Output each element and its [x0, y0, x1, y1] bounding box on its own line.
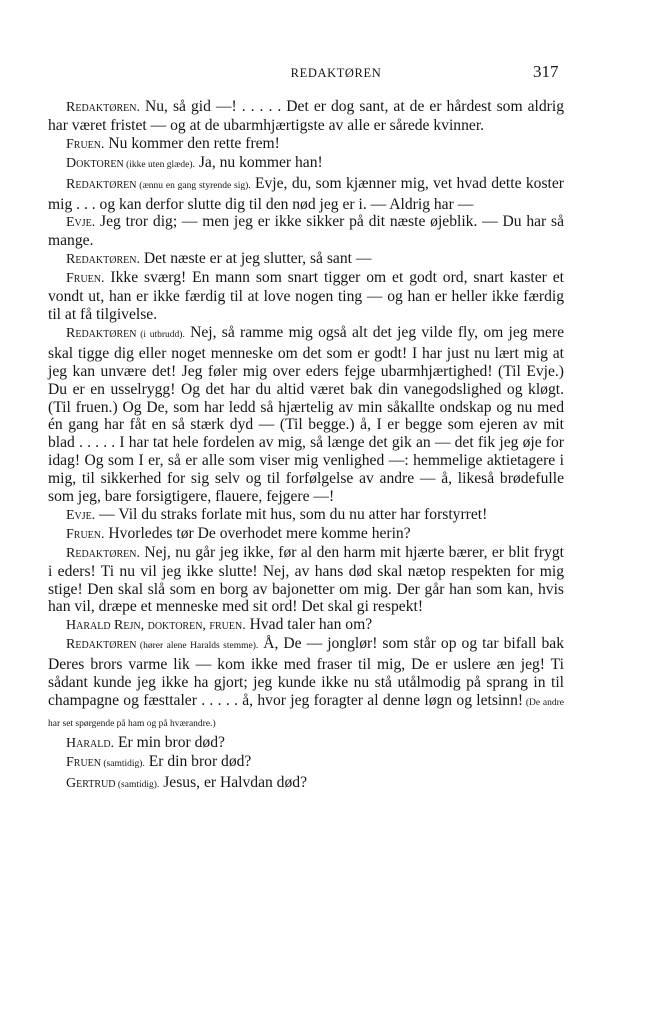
speaker-name: Harald Rejn, doktoren, fruen. — [66, 618, 246, 634]
dialogue-paragraph — [48, 213, 564, 250]
stage-direction: (ænnu en gang styrende sig). — [136, 180, 251, 191]
dialogue-text: Er min bror død? — [114, 733, 225, 751]
running-title: REDAKTØREN — [290, 66, 382, 80]
stage-direction: (samtidig). — [101, 758, 145, 769]
dialogue-paragraph — [48, 525, 564, 544]
dialogue-text: Hvorledes tør De overhodet mere komme herin? — [104, 524, 411, 542]
dialogue-text: Det næste er at jeg slutter, så sant — — [139, 250, 372, 268]
speaker-name: Fruen. — [66, 136, 105, 152]
dialogue-paragraph — [48, 269, 564, 324]
speaker-name: Evje. — [66, 215, 96, 231]
speaker-name: Redaktøren. — [66, 545, 140, 561]
dialogue-paragraph — [48, 734, 564, 753]
speaker-name: Redaktøren. — [66, 100, 140, 115]
dialogue-text: — Vil du straks forlate mit hus, som du nu atter har forstyrret! — [95, 505, 488, 523]
dialogue-paragraph — [48, 506, 564, 525]
dialogue-text: Å, De — jonglør! som står op og tar bifall bak Deres brors varme lik — kom ikke med fraser til mig, De er uslere æn jeg! Ti sådant kunde jeg ikke ha gjort; jeg kunde ikke nu stå utålmodig på sprang in til champagne og fæsttaler . . . . . å, hvor jeg foragter al denne løgn og letsinn! — [48, 635, 564, 709]
dialogue-paragraph — [48, 175, 564, 214]
speaker-name: Fruen. — [66, 526, 105, 542]
dialogue-paragraph — [48, 616, 564, 635]
speaker-name: Evje. — [66, 507, 96, 523]
dialogue-paragraph — [48, 635, 564, 734]
dialogue-paragraph — [48, 250, 564, 269]
dialogue-paragraph — [48, 98, 564, 135]
speaker-name: Redaktøren — [66, 637, 137, 653]
stage-direction: (i utbrudd). — [136, 329, 185, 340]
dialogue-text: Jesus, er Halvdan død? — [159, 773, 307, 791]
stage-direction: (De andre har set spørgende på ham og på hværandre.) — [48, 698, 564, 729]
speaker-name: Doktoren — [66, 155, 124, 171]
dialogue-text: Er din bror død? — [144, 752, 252, 770]
dialogue-paragraph — [48, 135, 564, 154]
dialogue-text: Evje, du, som kjænner mig, vet hvad dette koster mig . . . og kan derfor slutte dig til den nød jeg er i. — Aldrig har — — [48, 174, 564, 213]
dialogue-paragraph — [48, 154, 564, 175]
dialogue-text: Ja, nu kommer han! — [194, 153, 323, 171]
dialogue-paragraph — [48, 544, 564, 617]
dialogue-paragraph — [48, 324, 564, 506]
dialogue-text: Nu, så gid —! . . . . . Det er dog sant, at de er hårdest som aldrig har været fristet — og at de ubarmhjærtigste av alle er sårede kvinner. — [48, 98, 564, 134]
dialogue-text: Hvad taler han om? — [245, 616, 373, 634]
speaker-name: Harald. — [66, 735, 115, 751]
dialogue-text: Nej, nu går jeg ikke, før al den harm mit hjærte bærer, er blit frygt i eders! Ti nu vil jeg ikke slutte! Nej, av hans død skal nætop respekten for mig stige! Den skal slå som en borg av bajonetter om mig. Der går han som kan, hvis han vil, dræpe et menneske med sit ord! Det skal gi respekt! — [48, 543, 564, 616]
page-number: 317 — [533, 62, 559, 81]
dialogue-text: Nej, så ramme mig også alt det jeg vilde fly, om jeg mere skal tigge dig eller noget menneske om det som er godt! I har just nu lært mig at jeg kan unvære det! Jeg føler mig over eders fejge ubarmhjærtighed! (Til Evje.) Du er en usselrygg! Og det har du altid været bak din vanegodslighed og kløgt. (Til fruen.) Og De, som har ledd så hjærtelig av min såkallte ondskap og nu med én gang har fåt en så stærk dyd — (Til begge.) å, I er begge som ejeren av mit blad . . . . . I har tat hele fordelen av mig, så længe det gik an — det fik jeg øje for idag! Og som I er, så er alle som viser mig venlighed —: hemmelige aktietagere i mig, til sikkerhed for sig selv og til forfølgelse av andre — å, likeså brødefulle som jeg, bare forsigtigere, flauere, fejgere —! — [48, 323, 564, 506]
speaker-name: Gertrud — [66, 775, 116, 791]
dialogue-text: Ikke sværg! En mann som snart tigger om et godt ord, snart kaster et vondt ut, han er ikke færdig til at love nogen ting — og han er heller ikke færdig til at få tilgivelse. — [48, 269, 564, 323]
dialogue-text: Nu kommer den rette frem! — [104, 134, 280, 152]
stage-direction: (hører alene Haralds stemme). — [136, 641, 259, 652]
speaker-name: Redaktøren — [66, 176, 137, 192]
dialogue-text: Jeg tror dig; — men jeg er ikke sikker på dit næste øjeblik. — Du har så mange. — [48, 213, 564, 250]
speaker-name: Fruen. — [66, 271, 105, 287]
stage-direction: (samtidig). — [115, 779, 160, 790]
stage-direction: (ikke uten glæde). — [123, 159, 195, 170]
speaker-name: Redaktøren. — [66, 252, 140, 268]
speaker-name: Fruen — [66, 754, 102, 770]
dialogue-paragraph — [48, 774, 564, 795]
dialogue-paragraph — [48, 753, 564, 774]
speaker-name: Redaktøren — [66, 325, 137, 341]
play-text — [48, 98, 564, 795]
